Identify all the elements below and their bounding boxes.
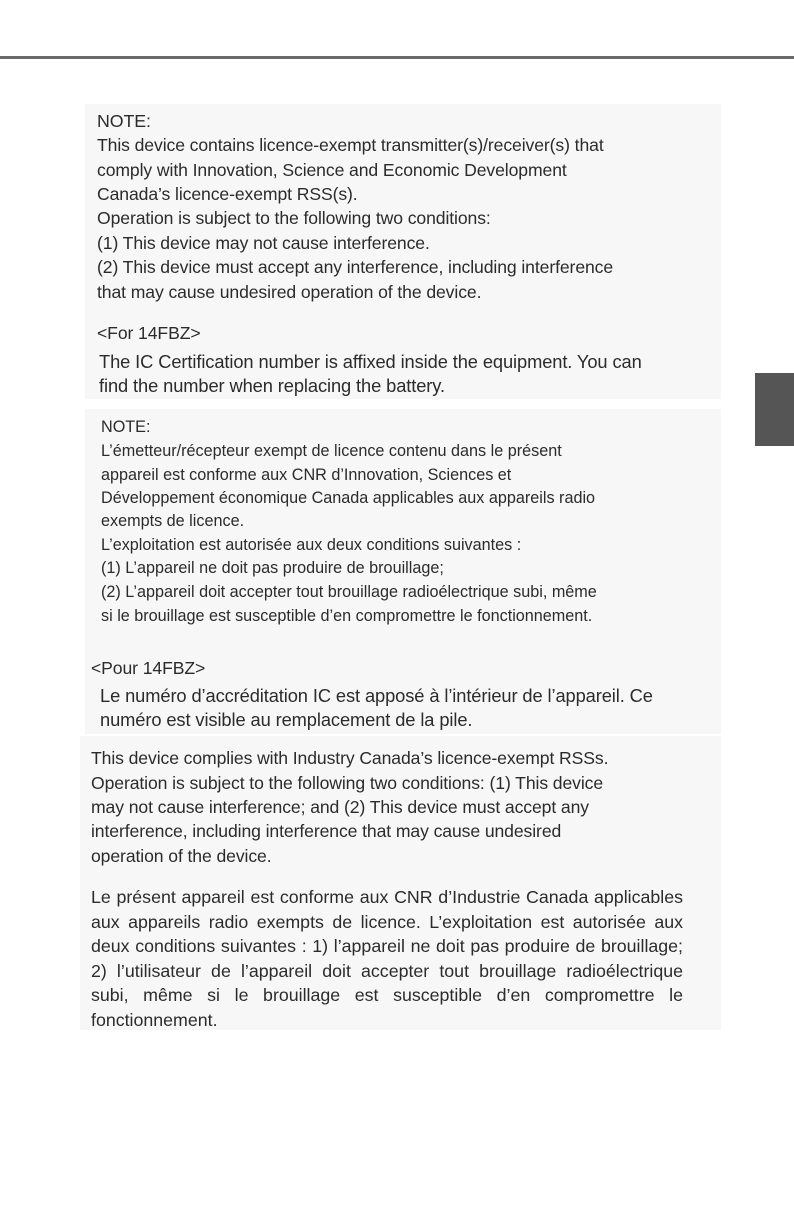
notice-line: This device contains licence-exempt transmitter(s)/receiver(s) that — [97, 135, 604, 155]
accreditation-line: Le numéro d’accréditation IC est apposé à l’intérieur de l’appareil. Ce — [100, 685, 653, 706]
notice-line: si le brouillage est susceptible d’en compromettre le fonctionnement. — [101, 607, 593, 625]
certification-line: The IC Certification number is affixed inside the equipment. You can — [99, 351, 642, 372]
notice-line: L’émetteur/récepteur exempt de licence contenu dans le présent — [101, 442, 562, 460]
header-rule — [0, 56, 794, 59]
compliance-line: interference, including interference that may cause undesired — [91, 821, 562, 841]
notice-line: (1) This device may not cause interference. — [97, 233, 430, 253]
notice-line: exempts de licence. — [101, 512, 245, 530]
notice-line: comply with Innovation, Science and Economic Development — [97, 160, 567, 180]
notice-line: Operation is subject to the following two conditions: — [97, 208, 491, 228]
compliance-line: This device complies with Industry Canada’s licence-exempt RSSs. — [91, 748, 609, 768]
notice-line: that may cause undesired operation of the device. — [97, 282, 482, 302]
certification-line: find the number when replacing the battery. — [99, 375, 445, 396]
compliance-line: may not cause interference; and (2) This device must accept any — [91, 797, 589, 817]
note-heading-fr: NOTE: — [101, 418, 151, 436]
notice-line: (2) L’appareil doit accepter tout brouillage radioélectrique subi, même — [101, 583, 597, 601]
notice-line: (2) This device must accept any interference, including interference — [97, 257, 614, 277]
compliance-line: Operation is subject to the following two conditions: (1) This device — [91, 773, 604, 793]
notice-line: Canada’s licence-exempt RSS(s). — [97, 184, 358, 204]
accreditation-line: numéro est visible au remplacement de la pile. — [100, 709, 473, 730]
french-compliance-paragraph: Le présent appareil est conforme aux CNR d’Industrie Canada applicables aux appareils radio exempts de licence. L’exploitation est autorisée aux deux conditions suivantes : 1) l’appareil ne doit pas produire de brouillage; 2) l’utilisateur de l’appareil doit accepter tout brouillage radioélectrique subi, même si le brouillage est susceptible d’en compromettre le fonctionnement. — [91, 887, 683, 1030]
notice-line: L’exploitation est autorisée aux deux conditions suivantes : — [101, 536, 522, 554]
compliance-line: operation of the device. — [91, 846, 272, 866]
notice-line: (1) L’appareil ne doit pas produire de brouillage; — [101, 559, 444, 577]
section-tab-marker — [755, 373, 794, 446]
model-heading-en: <For 14FBZ> — [97, 323, 201, 343]
note-heading-en: NOTE: — [97, 111, 151, 131]
model-heading-fr: <Pour 14FBZ> — [91, 658, 206, 678]
notice-line: Développement économique Canada applicables aux appareils radio — [101, 489, 596, 507]
notice-line: appareil est conforme aux CNR d’Innovation, Sciences et — [101, 466, 512, 484]
